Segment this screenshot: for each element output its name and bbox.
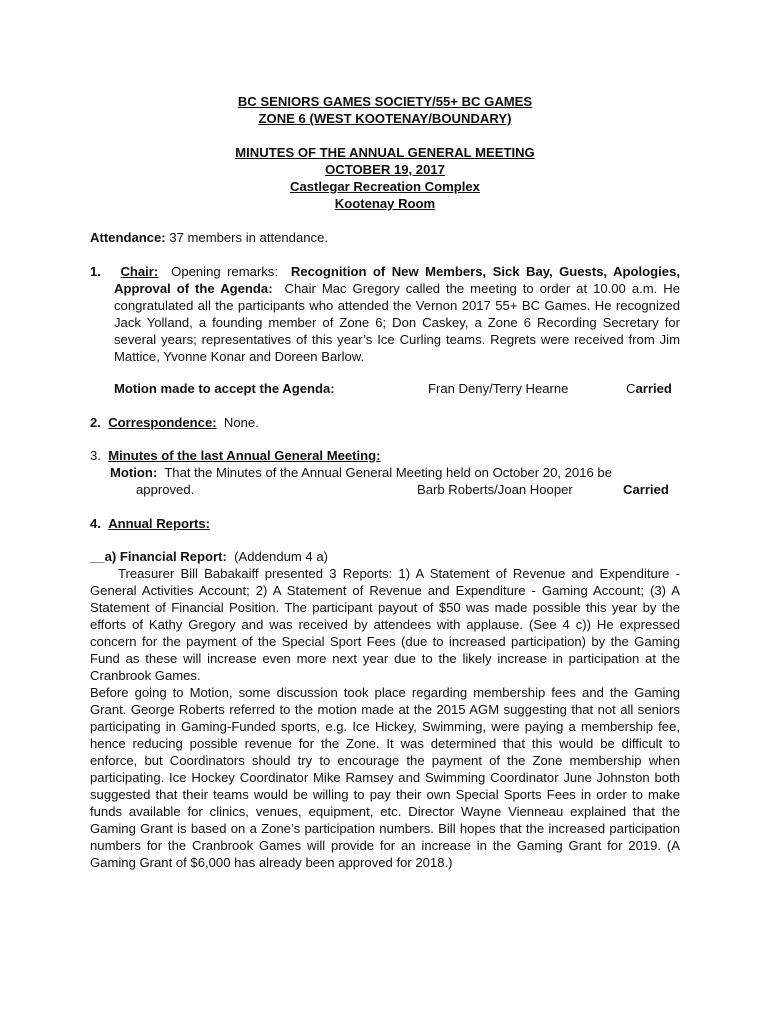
item-3-number: 3. — [90, 448, 101, 463]
item-1-number: 1. — [90, 264, 101, 279]
item-2-heading: Correspondence: — [108, 415, 217, 430]
item-4-number: 4. — [90, 516, 101, 531]
item-4a-heading-line — [90, 548, 328, 565]
item-3-motion-line — [110, 464, 612, 481]
attendance-text: 37 members in attendance. — [169, 230, 328, 245]
item-2-number: 2. — [90, 415, 101, 430]
attendance-line — [90, 229, 328, 246]
item-3-motion-result: Carried — [623, 482, 669, 497]
item-3-motion-label: Motion: — [110, 465, 158, 480]
item-4a-ref: (Addendum 4 a) — [234, 549, 328, 564]
society-title: BC SENIORS GAMES SOCIETY/55+ BC GAMES — [237, 94, 533, 109]
item-2-text: None. — [223, 415, 259, 430]
item-3-heading: Minutes of the last Annual General Meeting: — [108, 448, 381, 463]
item-1-topics: Recognition of New Members, Sick Bay, Guests, Apologies, Approval of the Agenda: — [114, 264, 680, 296]
item-1-motion-label: Motion made to accept the Agenda: — [114, 381, 335, 396]
item-1-motion-movers: Fran Deny/Terry Hearne — [428, 381, 569, 396]
item-1-intro: Opening remarks: — [171, 264, 278, 279]
item-1-motion-result-rest: arried — [635, 381, 672, 396]
item-1-motion-result-initial: C — [626, 381, 636, 396]
meeting-date: OCTOBER 19, 2017 — [325, 162, 445, 177]
item-3-motion-movers: Barb Roberts/Joan Hooper — [417, 482, 573, 497]
item-1-motion-result — [626, 380, 672, 397]
item-1-paragraph — [114, 263, 680, 365]
financial-report-para-2: Before going to Motion, some discussion took place regarding membership fees and the Gaming Grant. George Roberts referred to the motion made at the 2015 AGM suggesting that not all seniors participating in Gaming-Funded sports, e.g. Ice Hickey, Swimming, were paying a membership fee, hence reducing possible revenue for the Zone. It was determined that this would be difficult to enforce, but Coordinators should try to encourage the payment of the Zone membership when participating. Ice Hockey Coordinator Mike Ramsey and Swimming Coordinator June Johnston both suggested that their teams would be willing to pay their own Special Sports Fees in order to make funds available for clinics, venues, equipment, etc. Director Wayne Vienneau explained that the Gaming Grant is based on a Zone’s participation numbers. Bill hopes that the increased participation numbers for the Cranbrook Games will provide for an increase in the Gaming Grant for 2019. (A Gaming Grant of $6,000 has already been approved for 2018.) — [90, 685, 680, 870]
financial-report-para-1: Treasurer Bill Babakaiff presented 3 Reports: 1) A Statement of Revenue and Expenditure - General Activities Account; 2) A Statement of Revenue and Expenditure - Gaming Account; (3) A Statement of Financial Position. The participant payout of $50 was made possible this year by the efforts of Kathy Gregory and was received by attendees with applause. (See 4 c)) He expressed concern for the payment of the Special Sport Fees (due to increased participation) by the Gaming Fund as these will increase even more next year due to the likely increase in participation at the Cranbrook Games. — [90, 566, 680, 683]
item-1-heading: Chair: — [120, 264, 159, 279]
item-4a-heading: Financial Report: — [119, 549, 227, 564]
item-4a-prefix: __a) — [90, 549, 117, 564]
item-2-line — [90, 414, 259, 431]
meeting-room: Kootenay Room — [334, 196, 436, 211]
minutes-title: MINUTES OF THE ANNUAL GENERAL MEETING — [235, 145, 535, 160]
attendance-label: Attendance: — [90, 230, 166, 245]
item-1-body: Chair Mac Gregory called the meeting to order at 10.00 a.m. He congratulated all the participants who attended the Vernon 2017 55+ BC Games. He recognized Jack Yolland, a founding member of Zone 6; Don Caskey, a Zone 6 Recording Secretary for several years; representatives of this year’s Ice Curling teams. Regrets were received from Jim Mattice, Yvonne Konar and Doreen Barlow. — [114, 281, 680, 364]
item-3-motion-cont: approved. — [136, 482, 195, 497]
zone-title: ZONE 6 (WEST KOOTENAY/BOUNDARY) — [258, 111, 512, 126]
meeting-venue: Castlegar Recreation Complex — [290, 179, 480, 194]
item-3-heading-line — [90, 447, 381, 464]
financial-report-text — [90, 565, 680, 871]
item-4-heading: Annual Reports: — [108, 516, 211, 531]
item-4-heading-line — [90, 515, 210, 532]
item-3-motion-text: That the Minutes of the Annual General Meeting held on October 20, 2016 be — [164, 465, 612, 480]
